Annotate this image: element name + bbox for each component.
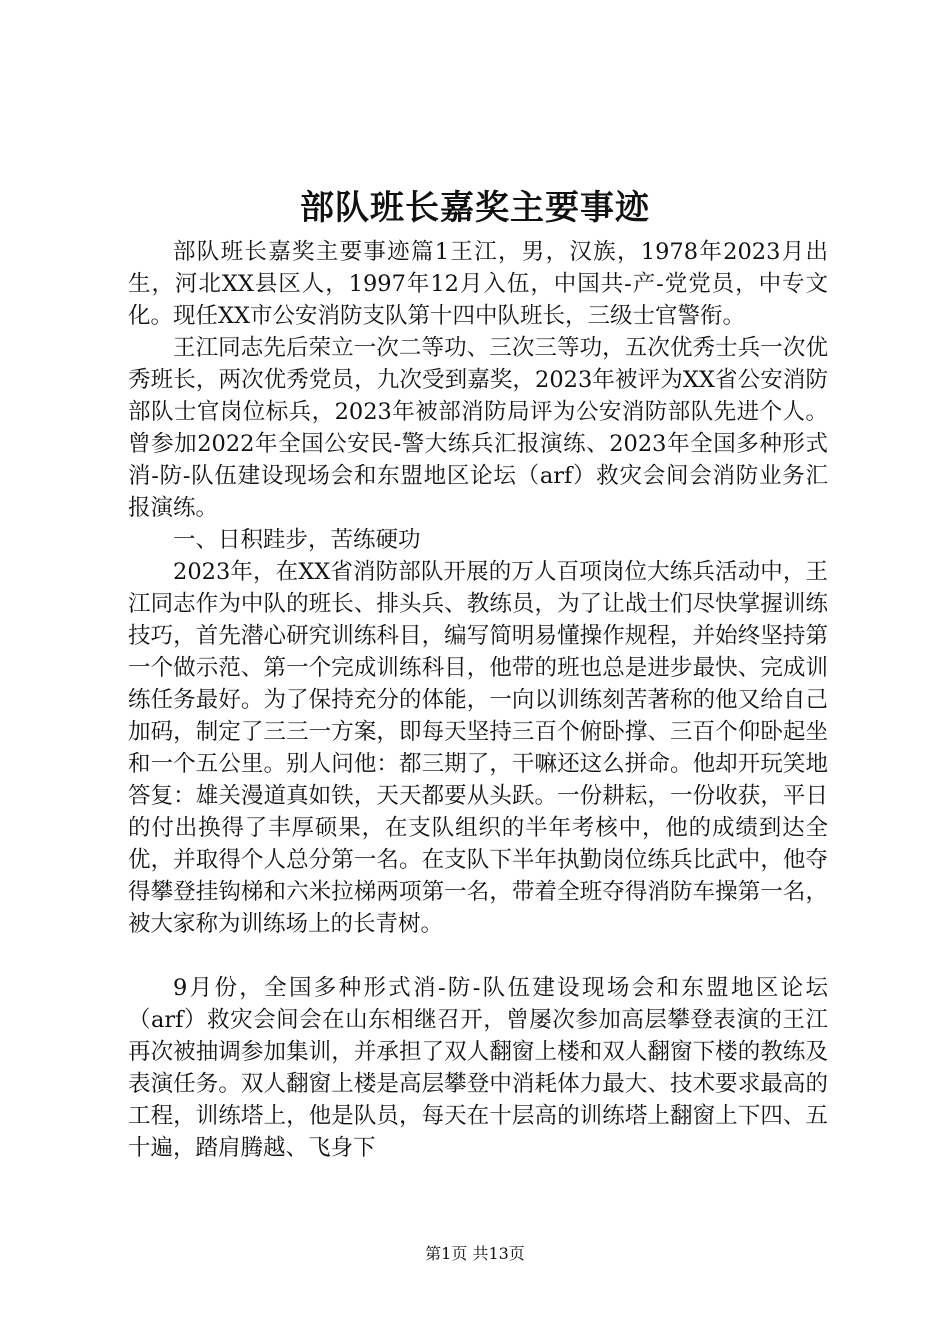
paragraph-spacer [128, 940, 828, 972]
paragraph-intro: 部队班长嘉奖主要事迹篇1王江，男，汉族，1978年2023月出生，河北XX县区人，1997年12月入伍，中国共-产-党党员，中专文化。现任XX市公安消防支队第十四中队班长，三级士官警衔。 [128, 239, 828, 329]
paragraph-september: 9月份，全国多种形式消-防-队伍建设现场会和东盟地区论坛（arf）救灾会间会在山东相继召开，曾屡次参加高层攀登表演的王江再次被抽调参加集训，并承担了双人翻窗上楼和双人翻窗下楼的教练及表演任务。双人翻窗上楼是高层攀登中消耗体力最大、技术要求最高的工程，训练塔上，他是队员，每天在十层高的训练塔上翻窗上下四、五十遍，踏肩腾越、飞身下 [128, 975, 828, 1161]
document-title: 部队班长嘉奖主要事迹 [300, 188, 650, 228]
section-heading: 一、日积跬步，苦练硬功 [173, 527, 421, 553]
paragraph-honors: 王江同志先后荣立一次二等功、三次三等功，五次优秀士兵一次优秀班长，两次优秀党员，九次受到嘉奖，2023年被评为XX省公安消防部队士官岗位标兵，2023年被部消防局评为公安消防部队先进个人。曾参加2022年全国公安民-警大练兵汇报演练、2023年全国多种形式消-防-队伍建设现场会和东盟地区论坛（arf）救灾会间会消防业务汇报演练。 [128, 335, 828, 521]
paragraph-training: 2023年，在XX省消防部队开展的万人百项岗位大练兵活动中，王江同志作为中队的班长、排头兵、教练员，为了让战士们尽快掌握训练技巧，首先潜心研究训练科目，编写简明易懂操作规程，并始终坚持第一个做示范、第一个完成训练科目，他带的班也总是进步最快、完成训练任务最好。为了保持充分的体能，一向以训练刻苦著称的他又给自己加码，制定了三三一方案，即每天坚持三百个俯卧撑、三百个仰卧起坐和一个五公里。别人问他：都三期了，干嘛还这么拼命。他却开玩笑地答复：雄关漫道真如铁，天天都要从头跃。一份耕耘，一份收获，平日的付出换得了丰厚硕果，在支队组织的半年考核中，他的成绩到达全优，并取得个人总分第一名。在支队下半年执勤岗位练兵比武中，他夺得攀登挂钩梯和六米拉梯两项第一名，带着全班夺得消防车操第一名，被大家称为训练场上的长青树。 [128, 559, 828, 937]
document-body [128, 236, 828, 1164]
page-footer: 第1页 共13页 [425, 1244, 525, 1263]
